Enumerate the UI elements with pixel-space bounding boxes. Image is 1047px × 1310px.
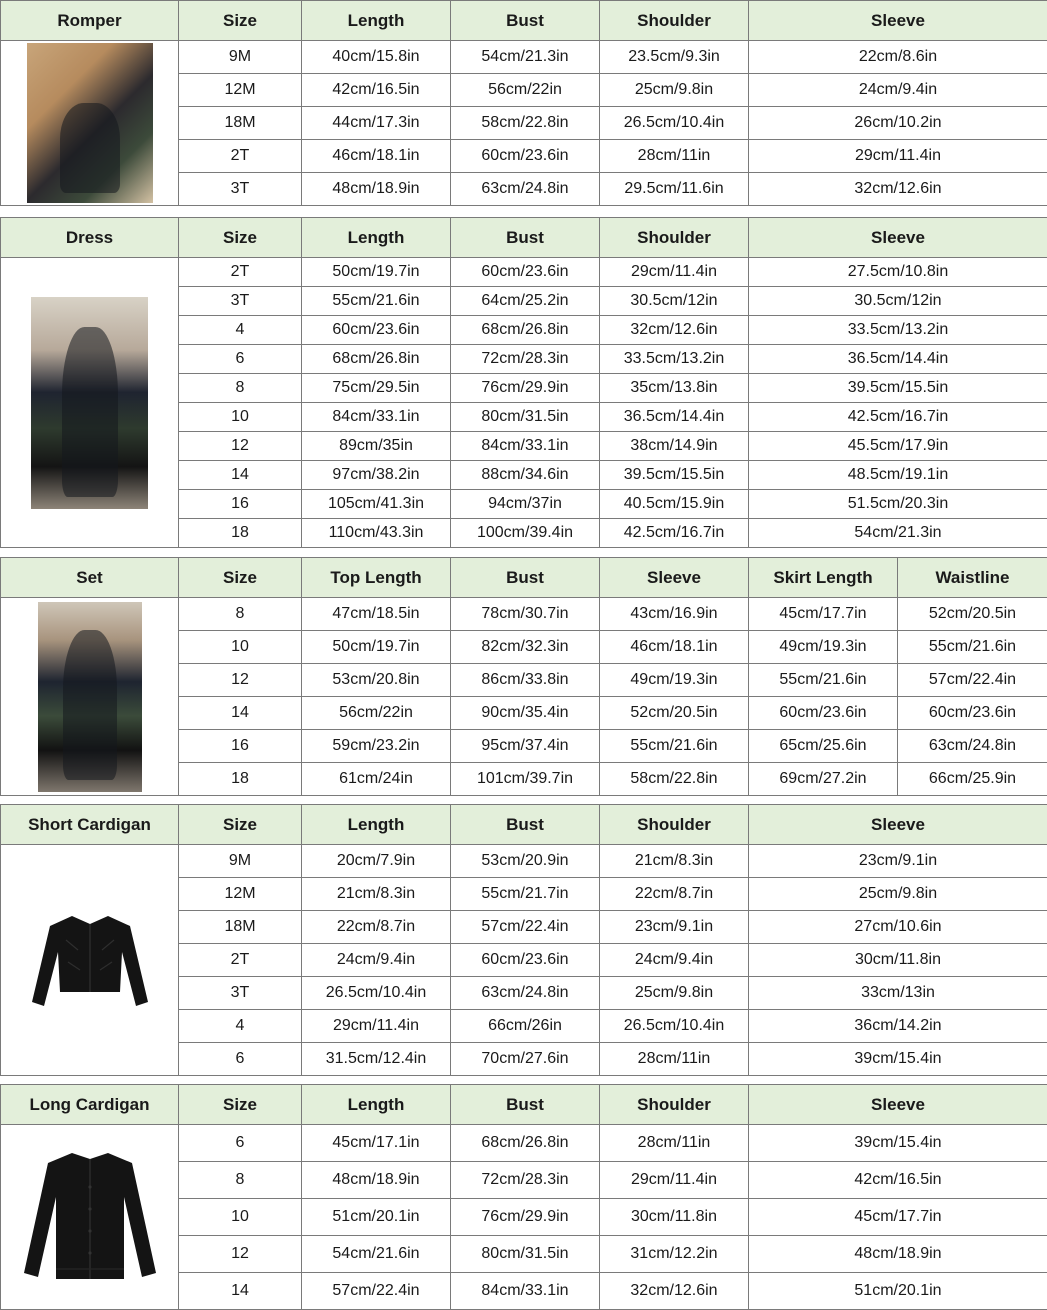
table-row — [1, 1125, 1047, 1162]
bust-cell: 76cm/29.9in — [451, 374, 600, 403]
table-header-row — [1, 558, 1047, 598]
length-cell: 89cm/35in — [302, 432, 451, 461]
bust-cell: 56cm/22in — [451, 74, 600, 107]
long-cardigan-size-table — [0, 1084, 1047, 1310]
bust-cell: 101cm/39.7in — [451, 763, 600, 796]
size-cell: 2T — [179, 944, 302, 977]
size-cell: 3T — [179, 173, 302, 206]
length-cell: 55cm/21.6in — [302, 287, 451, 316]
size-cell: 2T — [179, 140, 302, 173]
size-cell: 10 — [179, 403, 302, 432]
shoulder-cell: 29.5cm/11.6in — [600, 173, 749, 206]
set-section — [0, 557, 1047, 796]
child-figure — [60, 103, 120, 193]
header-shoulder: Shoulder — [600, 1, 749, 41]
sleeve-cell: 48.5cm/19.1in — [749, 461, 1047, 490]
short-cardigan-section — [0, 804, 1047, 1076]
header-top-length: Top Length — [302, 558, 451, 598]
skirt-length-cell: 49cm/19.3in — [749, 631, 898, 664]
size-cell: 14 — [179, 1273, 302, 1310]
table-header-row — [1, 805, 1047, 845]
header-sleeve: Sleeve — [600, 558, 749, 598]
length-cell: 26.5cm/10.4in — [302, 977, 451, 1010]
length-cell: 42cm/16.5in — [302, 74, 451, 107]
romper-photo-cell — [1, 41, 179, 206]
size-cell: 8 — [179, 1162, 302, 1199]
size-cell: 10 — [179, 631, 302, 664]
bust-cell: 57cm/22.4in — [451, 911, 600, 944]
length-cell: 46cm/18.1in — [302, 140, 451, 173]
header-size: Size — [179, 218, 302, 258]
skirt-length-cell: 69cm/27.2in — [749, 763, 898, 796]
length-cell: 29cm/11.4in — [302, 1010, 451, 1043]
length-cell: 24cm/9.4in — [302, 944, 451, 977]
sleeve-cell: 42.5cm/16.7in — [749, 403, 1047, 432]
header-size: Size — [179, 805, 302, 845]
dress-photo-cell — [1, 258, 179, 548]
size-cell: 12 — [179, 432, 302, 461]
sleeve-cell: 30.5cm/12in — [749, 287, 1047, 316]
skirt-length-cell: 45cm/17.7in — [749, 598, 898, 631]
shoulder-cell: 24cm/9.4in — [600, 944, 749, 977]
size-cell: 4 — [179, 316, 302, 345]
sleeve-cell: 39.5cm/15.5in — [749, 374, 1047, 403]
bust-cell: 80cm/31.5in — [451, 403, 600, 432]
shoulder-cell: 40.5cm/15.9in — [600, 490, 749, 519]
dress-product-photo — [31, 297, 148, 509]
header-shoulder: Shoulder — [600, 1085, 749, 1125]
set-size-table — [0, 557, 1047, 796]
shoulder-cell: 25cm/9.8in — [600, 74, 749, 107]
sleeve-cell: 27.5cm/10.8in — [749, 258, 1047, 287]
bust-cell: 84cm/33.1in — [451, 432, 600, 461]
size-cell: 3T — [179, 287, 302, 316]
sleeve-cell: 45.5cm/17.9in — [749, 432, 1047, 461]
bust-cell: 86cm/33.8in — [451, 664, 600, 697]
dress-section — [0, 217, 1047, 548]
header-size: Size — [179, 558, 302, 598]
short-cardigan-product-photo — [30, 910, 150, 1010]
size-cell: 14 — [179, 461, 302, 490]
shoulder-cell: 42.5cm/16.7in — [600, 519, 749, 548]
size-cell: 2T — [179, 258, 302, 287]
length-cell: 31.5cm/12.4in — [302, 1043, 451, 1076]
header-shoulder: Shoulder — [600, 805, 749, 845]
length-cell: 57cm/22.4in — [302, 1273, 451, 1310]
top-length-cell: 59cm/23.2in — [302, 730, 451, 763]
length-cell: 50cm/19.7in — [302, 258, 451, 287]
length-cell: 48cm/18.9in — [302, 1162, 451, 1199]
table-header-row — [1, 1, 1047, 41]
bust-cell: 60cm/23.6in — [451, 258, 600, 287]
bust-cell: 80cm/31.5in — [451, 1236, 600, 1273]
top-length-cell: 47cm/18.5in — [302, 598, 451, 631]
header-length: Length — [302, 1, 451, 41]
shoulder-cell: 35cm/13.8in — [600, 374, 749, 403]
header-sleeve: Sleeve — [749, 1085, 1047, 1125]
header-product: Romper — [1, 1, 179, 41]
table-header-row — [1, 218, 1047, 258]
sleeve-cell: 49cm/19.3in — [600, 664, 749, 697]
header-size: Size — [179, 1085, 302, 1125]
bust-cell: 63cm/24.8in — [451, 173, 600, 206]
size-cell: 8 — [179, 374, 302, 403]
bust-cell: 53cm/20.9in — [451, 845, 600, 878]
short-cardigan-size-table — [0, 804, 1047, 1076]
header-length: Length — [302, 1085, 451, 1125]
sleeve-cell: 43cm/16.9in — [600, 598, 749, 631]
length-cell: 44cm/17.3in — [302, 107, 451, 140]
shoulder-cell: 32cm/12.6in — [600, 1273, 749, 1310]
bust-cell: 60cm/23.6in — [451, 140, 600, 173]
header-bust: Bust — [451, 1, 600, 41]
bust-cell: 90cm/35.4in — [451, 697, 600, 730]
length-cell: 60cm/23.6in — [302, 316, 451, 345]
bust-cell: 54cm/21.3in — [451, 41, 600, 74]
shoulder-cell: 28cm/11in — [600, 1043, 749, 1076]
size-cell: 18M — [179, 911, 302, 944]
bust-cell: 60cm/23.6in — [451, 944, 600, 977]
size-cell: 6 — [179, 1043, 302, 1076]
header-sleeve: Sleeve — [749, 1, 1047, 41]
sleeve-cell: 26cm/10.2in — [749, 107, 1047, 140]
bust-cell: 94cm/37in — [451, 490, 600, 519]
table-row — [1, 845, 1047, 878]
bust-cell: 58cm/22.8in — [451, 107, 600, 140]
length-cell: 97cm/38.2in — [302, 461, 451, 490]
skirt-length-cell: 65cm/25.6in — [749, 730, 898, 763]
bust-cell: 78cm/30.7in — [451, 598, 600, 631]
dress-size-table — [0, 217, 1047, 548]
table-row — [1, 41, 1047, 74]
waistline-cell: 57cm/22.4in — [898, 664, 1047, 697]
header-bust: Bust — [451, 558, 600, 598]
table-row — [1, 598, 1047, 631]
shoulder-cell: 26.5cm/10.4in — [600, 107, 749, 140]
header-length: Length — [302, 218, 451, 258]
bust-cell: 70cm/27.6in — [451, 1043, 600, 1076]
header-sleeve: Sleeve — [749, 218, 1047, 258]
sleeve-cell: 24cm/9.4in — [749, 74, 1047, 107]
header-product: Short Cardigan — [1, 805, 179, 845]
length-cell: 51cm/20.1in — [302, 1199, 451, 1236]
size-cell: 8 — [179, 598, 302, 631]
waistline-cell: 52cm/20.5in — [898, 598, 1047, 631]
bust-cell: 55cm/21.7in — [451, 878, 600, 911]
sleeve-cell: 54cm/21.3in — [749, 519, 1047, 548]
sleeve-cell: 36cm/14.2in — [749, 1010, 1047, 1043]
header-waistline: Waistline — [898, 558, 1047, 598]
shoulder-cell: 30cm/11.8in — [600, 1199, 749, 1236]
length-cell: 54cm/21.6in — [302, 1236, 451, 1273]
sleeve-cell: 51.5cm/20.3in — [749, 490, 1047, 519]
child-figure — [63, 630, 117, 780]
size-cell: 12M — [179, 74, 302, 107]
table-row — [1, 258, 1047, 287]
bust-cell: 82cm/32.3in — [451, 631, 600, 664]
header-length: Length — [302, 805, 451, 845]
bust-cell: 68cm/26.8in — [451, 316, 600, 345]
shoulder-cell: 31cm/12.2in — [600, 1236, 749, 1273]
sleeve-cell: 36.5cm/14.4in — [749, 345, 1047, 374]
sleeve-cell: 27cm/10.6in — [749, 911, 1047, 944]
length-cell: 48cm/18.9in — [302, 173, 451, 206]
set-product-photo — [38, 602, 142, 792]
header-bust: Bust — [451, 805, 600, 845]
sleeve-cell: 39cm/15.4in — [749, 1043, 1047, 1076]
shoulder-cell: 30.5cm/12in — [600, 287, 749, 316]
sleeve-cell: 33cm/13in — [749, 977, 1047, 1010]
size-cell: 18 — [179, 763, 302, 796]
length-cell: 105cm/41.3in — [302, 490, 451, 519]
romper-product-photo — [27, 43, 153, 203]
sleeve-cell: 46cm/18.1in — [600, 631, 749, 664]
bust-cell: 66cm/26in — [451, 1010, 600, 1043]
top-length-cell: 61cm/24in — [302, 763, 451, 796]
top-length-cell: 50cm/19.7in — [302, 631, 451, 664]
long-cardigan-section — [0, 1084, 1047, 1310]
size-cell: 12 — [179, 1236, 302, 1273]
sleeve-cell: 55cm/21.6in — [600, 730, 749, 763]
shoulder-cell: 36.5cm/14.4in — [600, 403, 749, 432]
header-shoulder: Shoulder — [600, 218, 749, 258]
bust-cell: 68cm/26.8in — [451, 1125, 600, 1162]
shoulder-cell: 25cm/9.8in — [600, 977, 749, 1010]
sleeve-cell: 29cm/11.4in — [749, 140, 1047, 173]
length-cell: 110cm/43.3in — [302, 519, 451, 548]
header-product: Long Cardigan — [1, 1085, 179, 1125]
shoulder-cell: 38cm/14.9in — [600, 432, 749, 461]
size-cell: 16 — [179, 490, 302, 519]
sleeve-cell: 22cm/8.6in — [749, 41, 1047, 74]
size-cell: 16 — [179, 730, 302, 763]
set-photo-cell — [1, 598, 179, 796]
waistline-cell: 63cm/24.8in — [898, 730, 1047, 763]
length-cell: 45cm/17.1in — [302, 1125, 451, 1162]
size-cell: 14 — [179, 697, 302, 730]
length-cell: 84cm/33.1in — [302, 403, 451, 432]
sleeve-cell: 23cm/9.1in — [749, 845, 1047, 878]
shoulder-cell: 26.5cm/10.4in — [600, 1010, 749, 1043]
size-cell: 12M — [179, 878, 302, 911]
sleeve-cell: 25cm/9.8in — [749, 878, 1047, 911]
size-cell: 12 — [179, 664, 302, 697]
header-skirt-length: Skirt Length — [749, 558, 898, 598]
shoulder-cell: 29cm/11.4in — [600, 1162, 749, 1199]
sleeve-cell: 45cm/17.7in — [749, 1199, 1047, 1236]
sleeve-cell: 58cm/22.8in — [600, 763, 749, 796]
length-cell: 21cm/8.3in — [302, 878, 451, 911]
size-cell: 4 — [179, 1010, 302, 1043]
sleeve-cell: 39cm/15.4in — [749, 1125, 1047, 1162]
header-product: Dress — [1, 218, 179, 258]
skirt-length-cell: 60cm/23.6in — [749, 697, 898, 730]
romper-section — [0, 0, 1047, 206]
waistline-cell: 66cm/25.9in — [898, 763, 1047, 796]
waistline-cell: 55cm/21.6in — [898, 631, 1047, 664]
shoulder-cell: 21cm/8.3in — [600, 845, 749, 878]
header-bust: Bust — [451, 1085, 600, 1125]
sleeve-cell: 52cm/20.5in — [600, 697, 749, 730]
sleeve-cell: 33.5cm/13.2in — [749, 316, 1047, 345]
long-cardigan-product-photo — [20, 1147, 160, 1287]
bust-cell: 84cm/33.1in — [451, 1273, 600, 1310]
child-figure — [62, 327, 118, 497]
length-cell: 22cm/8.7in — [302, 911, 451, 944]
shoulder-cell: 28cm/11in — [600, 140, 749, 173]
shoulder-cell: 32cm/12.6in — [600, 316, 749, 345]
header-product: Set — [1, 558, 179, 598]
bust-cell: 76cm/29.9in — [451, 1199, 600, 1236]
skirt-length-cell: 55cm/21.6in — [749, 664, 898, 697]
sleeve-cell: 48cm/18.9in — [749, 1236, 1047, 1273]
top-length-cell: 53cm/20.8in — [302, 664, 451, 697]
header-sleeve: Sleeve — [749, 805, 1047, 845]
header-bust: Bust — [451, 218, 600, 258]
header-size: Size — [179, 1, 302, 41]
bust-cell: 63cm/24.8in — [451, 977, 600, 1010]
sleeve-cell: 51cm/20.1in — [749, 1273, 1047, 1310]
size-cell: 10 — [179, 1199, 302, 1236]
length-cell: 20cm/7.9in — [302, 845, 451, 878]
shoulder-cell: 33.5cm/13.2in — [600, 345, 749, 374]
bust-cell: 88cm/34.6in — [451, 461, 600, 490]
length-cell: 68cm/26.8in — [302, 345, 451, 374]
shoulder-cell: 23cm/9.1in — [600, 911, 749, 944]
long-cardigan-photo-cell — [1, 1125, 179, 1310]
waistline-cell: 60cm/23.6in — [898, 697, 1047, 730]
bust-cell: 72cm/28.3in — [451, 345, 600, 374]
size-cell: 3T — [179, 977, 302, 1010]
bust-cell: 100cm/39.4in — [451, 519, 600, 548]
length-cell: 40cm/15.8in — [302, 41, 451, 74]
size-cell: 6 — [179, 345, 302, 374]
table-header-row — [1, 1085, 1047, 1125]
size-cell: 9M — [179, 845, 302, 878]
shoulder-cell: 29cm/11.4in — [600, 258, 749, 287]
size-cell: 6 — [179, 1125, 302, 1162]
shoulder-cell: 22cm/8.7in — [600, 878, 749, 911]
shoulder-cell: 39.5cm/15.5in — [600, 461, 749, 490]
bust-cell: 72cm/28.3in — [451, 1162, 600, 1199]
size-cell: 9M — [179, 41, 302, 74]
size-cell: 18M — [179, 107, 302, 140]
length-cell: 75cm/29.5in — [302, 374, 451, 403]
bust-cell: 64cm/25.2in — [451, 287, 600, 316]
shoulder-cell: 28cm/11in — [600, 1125, 749, 1162]
bust-cell: 95cm/37.4in — [451, 730, 600, 763]
top-length-cell: 56cm/22in — [302, 697, 451, 730]
romper-size-table — [0, 0, 1047, 206]
size-cell: 18 — [179, 519, 302, 548]
sleeve-cell: 32cm/12.6in — [749, 173, 1047, 206]
sleeve-cell: 42cm/16.5in — [749, 1162, 1047, 1199]
sleeve-cell: 30cm/11.8in — [749, 944, 1047, 977]
short-cardigan-photo-cell — [1, 845, 179, 1076]
shoulder-cell: 23.5cm/9.3in — [600, 41, 749, 74]
